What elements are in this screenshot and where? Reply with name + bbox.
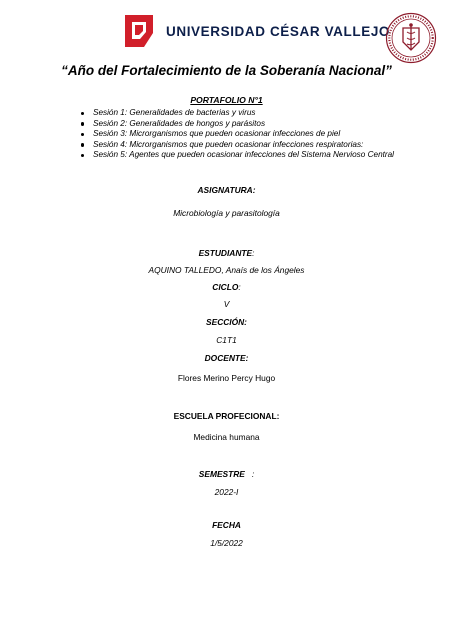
fecha-value: 1/5/2022 [210, 538, 243, 548]
ciclo-value: V [223, 299, 230, 309]
escuela-value: Medicina humana [193, 432, 260, 442]
escuela-label: ESCUELA PROFECIONAL: [173, 411, 280, 421]
semestre-label-suffix: : [244, 469, 255, 479]
ciclo-label: CICLO [212, 282, 239, 292]
semestre-label-row [0, 469, 453, 479]
semestre-value: 2022-I [214, 487, 239, 497]
docente-label: DOCENTE: [204, 353, 249, 363]
asignatura-label: ASIGNATURA: [197, 185, 256, 195]
year-motto: “Año del Fortalecimiento de la Soberanía Nacional” [61, 63, 392, 78]
list-item: Sesión 2: Generalidades de hongos y parásitos [79, 119, 399, 130]
estudiante-label-suffix: : [252, 248, 255, 258]
session-list [79, 108, 399, 161]
ciclo-label-row [0, 282, 453, 292]
semestre-label: SEMESTRE [198, 469, 245, 479]
fecha-label: FECHA [212, 520, 241, 530]
list-item: Sesión 4: Microrganismos que pueden ocasionar infecciones respiratorias: [79, 140, 399, 151]
university-seal-icon [385, 12, 437, 64]
list-item: Sesión 1: Generalidades de bacterias y virus [79, 108, 399, 119]
docente-value: Flores Merino Percy Hugo [177, 373, 276, 383]
document-header [0, 0, 453, 60]
portfolio-title: PORTAFOLIO N°1 [190, 95, 263, 105]
list-item: Sesión 3: Microrganismos que pueden ocasionar infecciones de piel [79, 129, 399, 140]
estudiante-value: AQUINO TALLEDO, Anaís de los Ángeles [148, 265, 305, 275]
university-name: UNIVERSIDAD CÉSAR VALLEJO [166, 24, 391, 39]
seccion-label: SECCIÓN: [206, 317, 247, 327]
ciclo-label-suffix: : [238, 282, 241, 292]
list-item: Sesión 5: Agentes que pueden ocasionar infecciones del Sistema Nervioso Central [79, 150, 399, 161]
asignatura-value: Microbiología y parasitología [173, 208, 280, 218]
estudiante-label: ESTUDIANTE [198, 248, 253, 258]
estudiante-label-row [0, 248, 453, 258]
seccion-value: C1T1 [216, 335, 237, 345]
ucv-logo-icon [122, 13, 156, 49]
